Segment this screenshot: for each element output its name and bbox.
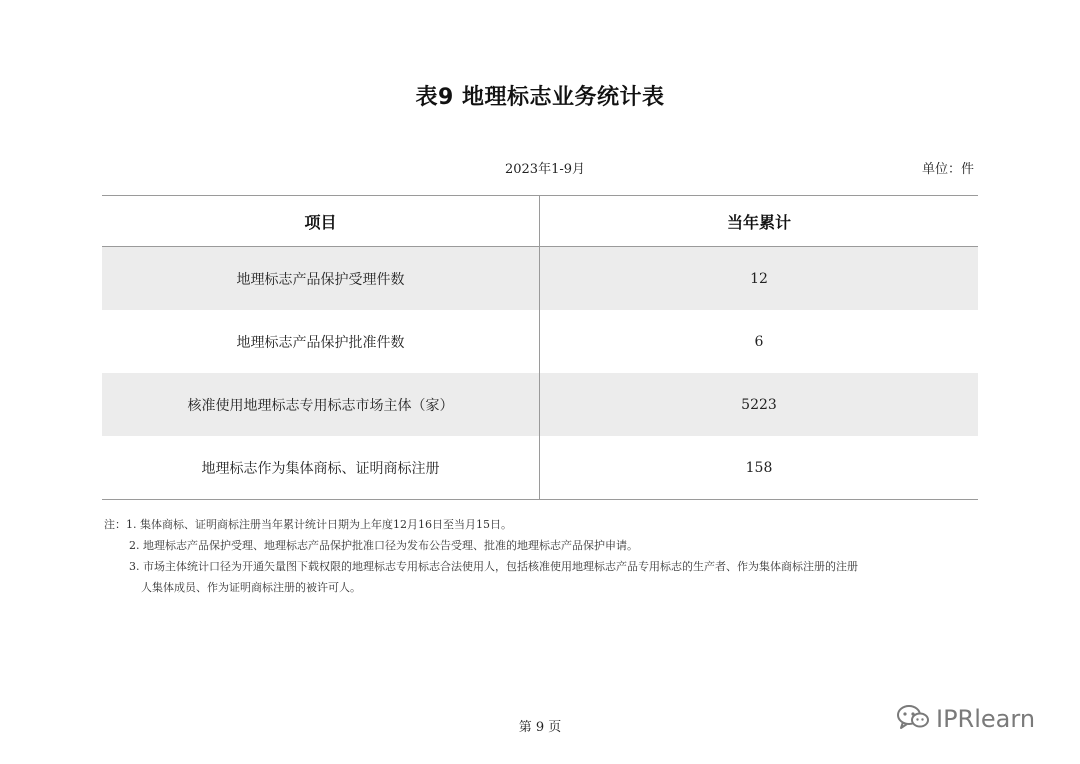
row-value: 5223: [540, 373, 979, 436]
footnote-prefix: 注：: [104, 518, 126, 531]
row-item: 地理标志产品保护受理件数: [102, 247, 540, 311]
header-cumulative: 当年累计: [540, 196, 979, 247]
table-row: [102, 373, 978, 436]
watermark-text: IPRlearn: [936, 705, 1036, 733]
unit-label: 单位：件: [921, 162, 974, 177]
row-value: 158: [540, 436, 979, 500]
row-value: 12: [540, 247, 979, 311]
header-item: 项目: [102, 196, 540, 247]
statistics-table: [102, 195, 978, 500]
footnote-text: 1. 集体商标、证明商标注册当年累计统计日期为上年度12月16日至当月15日。: [126, 518, 512, 531]
footnote-3: 3. 市场主体统计口径为开通矢量图下载权限的地理标志专用标志合法使用人，包括核准使用地理标志产品专用标志的生产者、作为集体商标注册的注册: [129, 560, 858, 573]
row-item: 地理标志产品保护批准件数: [102, 310, 540, 373]
table-row: [102, 247, 978, 311]
footnote-1: [104, 514, 978, 535]
table-row: [102, 436, 978, 500]
footnote-2: 2. 地理标志产品保护受理、地理标志产品保护批准口径为发布公告受理、批准的地理标志产品保护申请。: [129, 539, 638, 552]
row-item: 核准使用地理标志专用标志市场主体（家）: [102, 373, 540, 436]
footnote-3-continued: 人集体成员、作为证明商标注册的被许可人。: [141, 581, 361, 594]
report-period: 2023年1-9月: [504, 162, 586, 177]
watermark: [896, 704, 1035, 734]
page-title: 表9 地理标志业务统计表: [415, 85, 665, 110]
row-value: 6: [754, 333, 764, 350]
table-row: [102, 310, 978, 373]
page-number: 第 9 页: [518, 720, 562, 735]
table-header-row: [102, 196, 978, 247]
row-item: 地理标志作为集体商标、证明商标注册: [102, 436, 540, 500]
footnotes: [104, 514, 978, 598]
wechat-icon: [896, 703, 930, 735]
